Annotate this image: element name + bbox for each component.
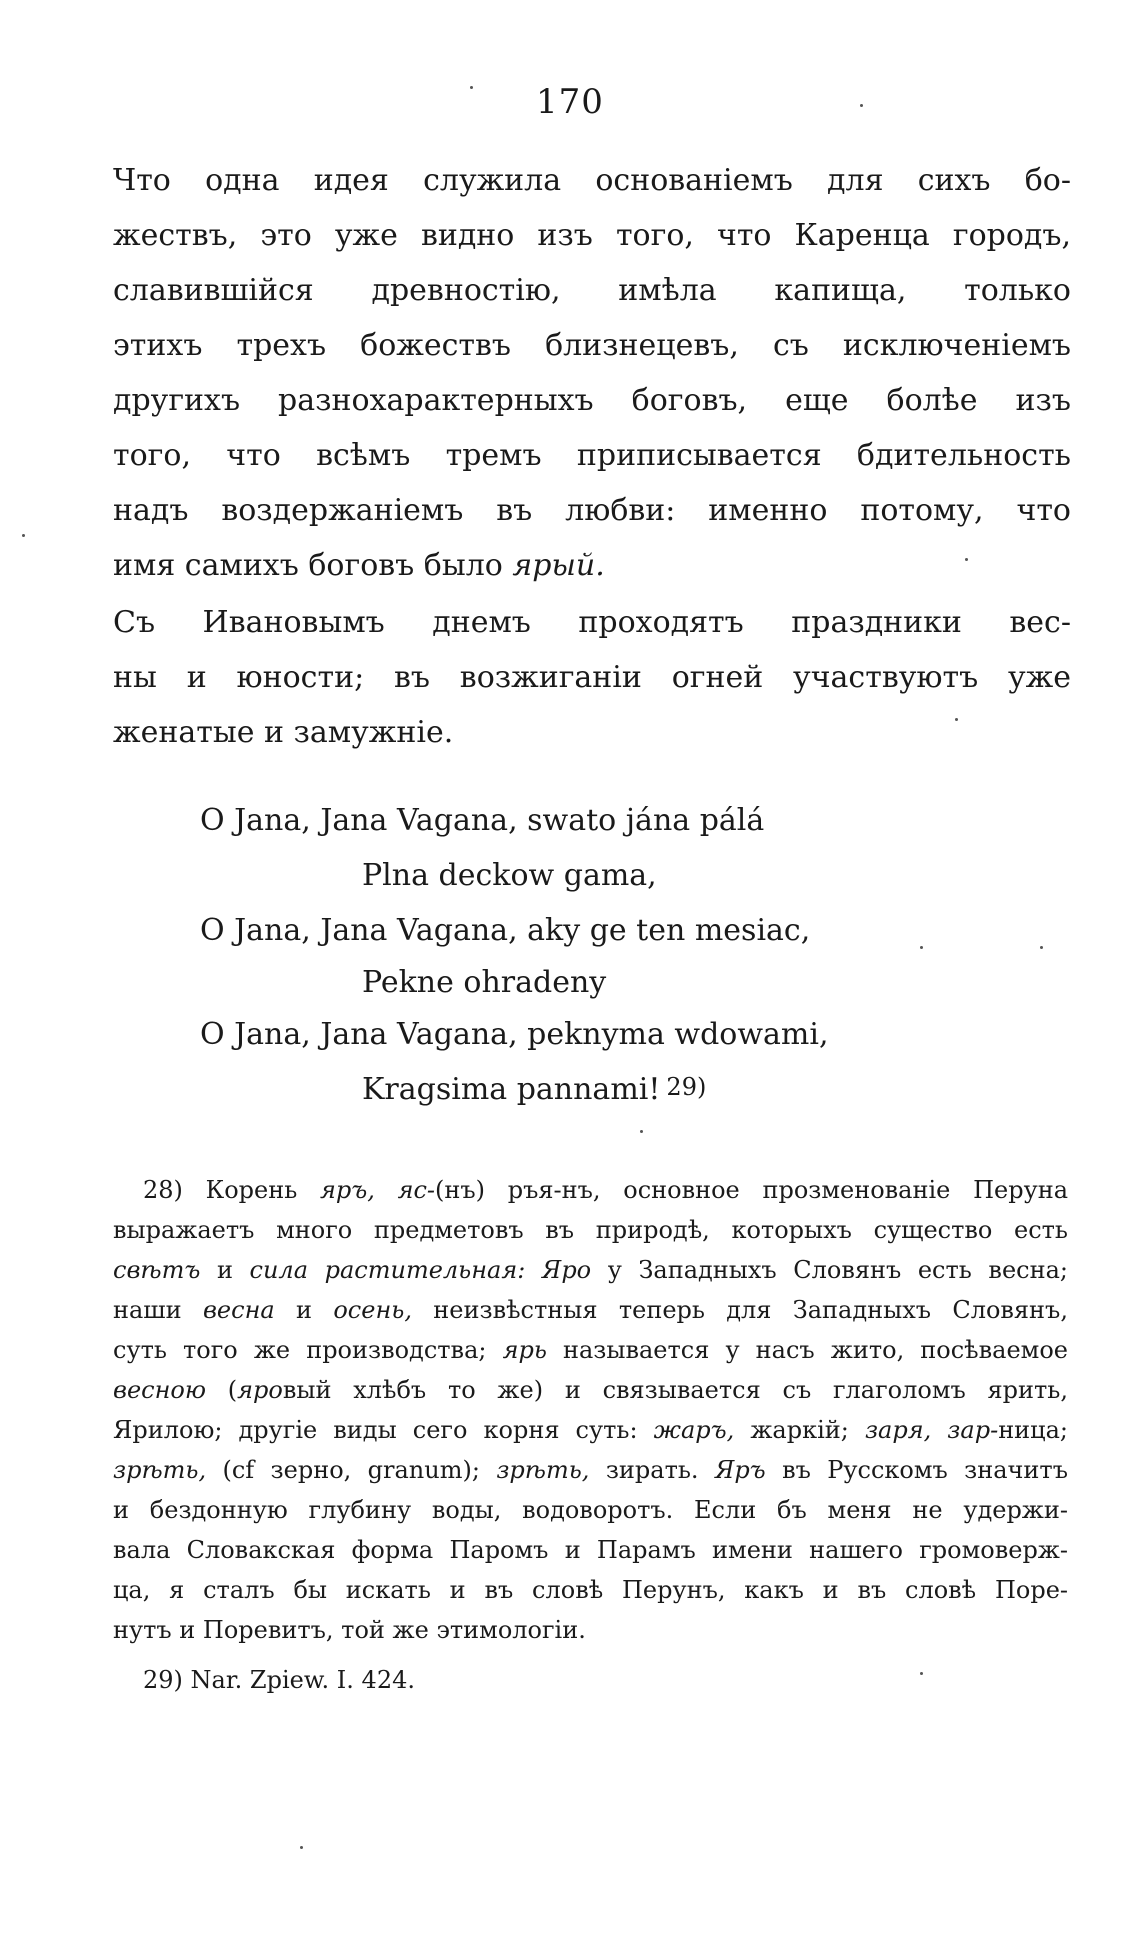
text-line: этихъ трехъ божествъ близнецевъ, съ исключеніемъ — [113, 328, 1071, 363]
footnote-line: весною (яровый хлѣбъ то же) и связывается съ глаголомъ ярить, — [113, 1376, 1068, 1404]
footnote-29: 29) Nar. Zpiew. I. 424. — [143, 1666, 415, 1694]
text-line: славившійся древностію, имѣла капища, только — [113, 273, 1071, 308]
poem-line: Pekne ohradeny — [362, 965, 607, 1000]
footnote-line: выражаетъ много предметовъ въ природѣ, которыхъ существо есть — [113, 1216, 1068, 1244]
footnote-line: 28) Корень яръ, яс-(нъ) ръя-нъ, основное прозменованіе Перуна — [143, 1176, 1068, 1204]
text-line: ны и юности; въ возжиганіи огней участвуютъ уже — [113, 660, 1071, 695]
footnote-line: Ярилою; другіе виды сего корня суть: жаръ, жаркій; заря, зар-ница; — [113, 1416, 1069, 1444]
print-speck — [470, 86, 473, 89]
print-speck — [965, 558, 968, 561]
poem-line: O Jana, Jana Vagana, peknyma wdowami, — [200, 1017, 829, 1052]
page-number: 170 — [536, 82, 604, 122]
text-line — [113, 545, 605, 587]
poem-line: Plna deckow gama, — [362, 858, 657, 893]
print-speck — [300, 1846, 303, 1849]
footnote-line: свѣтъ и сила растительная: Яро у Западныхъ Словянъ есть весна; — [113, 1256, 1068, 1284]
print-speck — [955, 718, 958, 721]
footnote-line: наши весна и осень, неизвѣстныя теперь для Западныхъ Словянъ, — [113, 1296, 1068, 1324]
footnote-line: нутъ и Поревитъ, той же этимологіи. — [113, 1616, 586, 1644]
poem-line: O Jana, Jana Vagana, aky ge ten mesiac, — [200, 913, 811, 948]
footnote-line: ца, я сталъ бы искать и въ словѣ Перунъ, какъ и въ словѣ Поре- — [113, 1576, 1068, 1604]
print-speck — [860, 104, 863, 107]
italic-word: ярый. — [512, 548, 605, 583]
text-line: надъ воздержаніемъ въ любви: именно потому, что — [113, 493, 1071, 528]
print-speck — [22, 534, 25, 537]
poem-last-verse: Kragsima pannami! — [362, 1072, 661, 1107]
footnote-line: вала Словакская форма Паромъ и Парамъ имени нашего громоверж- — [113, 1536, 1068, 1564]
footnote-reference: 29) — [666, 1073, 707, 1101]
text-line: Что одна идея служила основаніемъ для сихъ бо- — [113, 163, 1071, 198]
text-line: другихъ разнохарактерныхъ боговъ, еще болѣе изъ — [113, 383, 1071, 418]
footnote-line: и бездонную глубину воды, водоворотъ. Если бъ меня не удержи- — [113, 1496, 1068, 1524]
print-speck — [920, 946, 923, 949]
print-speck — [640, 1130, 643, 1133]
text-line: женатые и замужніе. — [113, 715, 454, 750]
text-line: жествъ, это уже видно изъ того, что Каренца городъ, — [113, 218, 1071, 253]
text-fragment: имя самихъ боговъ было — [113, 548, 503, 583]
print-speck — [1040, 946, 1043, 949]
poem-line — [362, 1066, 706, 1108]
text-line: того, что всѣмъ тремъ приписывается бдительность — [113, 438, 1071, 473]
print-speck — [920, 1672, 923, 1675]
poem-line: O Jana, Jana Vagana, swato jána pálá — [200, 803, 765, 838]
text-line: Съ Ивановымъ днемъ проходятъ праздники вес- — [113, 605, 1071, 640]
footnote-line: суть того же производства; ярь называется у насъ жито, посѣваемое — [113, 1336, 1068, 1364]
footnote-line: зрѣть, (cf зерно, granum); зрѣть, зирать. Яръ въ Русскомъ значитъ — [113, 1456, 1068, 1484]
